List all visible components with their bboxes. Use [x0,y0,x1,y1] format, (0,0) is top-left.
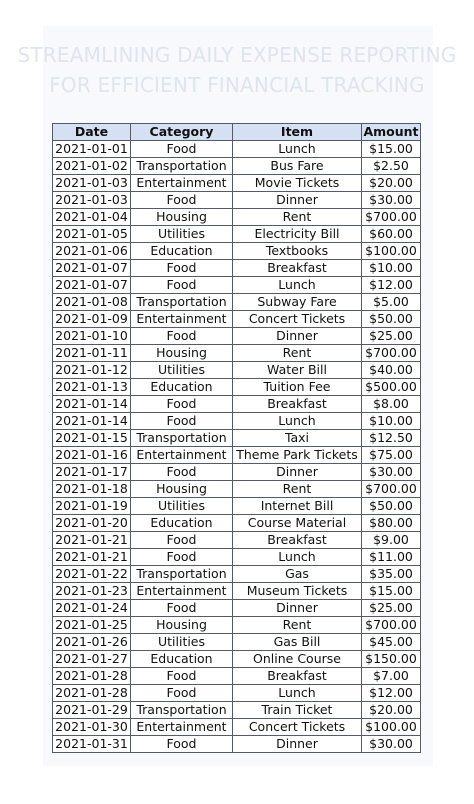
table-row [53,464,421,481]
cell-category: Food [131,668,233,685]
cell-amount: $100.00 [362,243,421,260]
cell-amount: $20.00 [362,702,421,719]
cell-category: Food [131,141,233,158]
cell-category: Food [131,328,233,345]
cell-item: Rent [233,345,362,362]
cell-date: 2021-01-07 [53,260,131,277]
page-title [0,40,474,100]
cell-date: 2021-01-02 [53,158,131,175]
cell-amount: $35.00 [362,566,421,583]
cell-date: 2021-01-28 [53,668,131,685]
cell-item: Rent [233,481,362,498]
cell-category: Food [131,600,233,617]
table-header-row [53,124,421,141]
cell-item: Textbooks [233,243,362,260]
cell-date: 2021-01-03 [53,175,131,192]
cell-item: Gas Bill [233,634,362,651]
cell-date: 2021-01-27 [53,651,131,668]
cell-amount: $9.00 [362,532,421,549]
cell-item: Gas [233,566,362,583]
cell-item: Theme Park Tickets [233,447,362,464]
table-row [53,396,421,413]
cell-category: Utilities [131,634,233,651]
table-body [53,141,421,753]
cell-amount: $11.00 [362,549,421,566]
cell-category: Food [131,260,233,277]
cell-date: 2021-01-26 [53,634,131,651]
cell-category: Education [131,379,233,396]
cell-amount: $2.50 [362,158,421,175]
cell-item: Lunch [233,141,362,158]
cell-amount: $500.00 [362,379,421,396]
table-row [53,362,421,379]
cell-category: Utilities [131,226,233,243]
expense-table [52,123,421,753]
cell-amount: $700.00 [362,617,421,634]
cell-category: Transportation [131,294,233,311]
cell-date: 2021-01-15 [53,430,131,447]
cell-date: 2021-01-04 [53,209,131,226]
cell-date: 2021-01-14 [53,413,131,430]
header-amount: Amount [363,124,419,139]
table-row [53,328,421,345]
table-row [53,209,421,226]
cell-amount: $10.00 [362,260,421,277]
cell-item: Museum Tickets [233,583,362,600]
cell-category: Education [131,243,233,260]
cell-category: Food [131,277,233,294]
cell-date: 2021-01-07 [53,277,131,294]
cell-item: Dinner [233,192,362,209]
cell-item: Water Bill [233,362,362,379]
cell-category: Utilities [131,498,233,515]
cell-item: Concert Tickets [233,719,362,736]
cell-item: Breakfast [233,532,362,549]
cell-amount: $30.00 [362,464,421,481]
cell-date: 2021-01-29 [53,702,131,719]
table-row [53,277,421,294]
cell-amount: $15.00 [362,141,421,158]
cell-amount: $30.00 [362,736,421,753]
cell-amount: $700.00 [362,481,421,498]
table-row [53,651,421,668]
cell-category: Food [131,192,233,209]
cell-item: Lunch [233,413,362,430]
cell-amount: $15.00 [362,583,421,600]
cell-date: 2021-01-12 [53,362,131,379]
cell-date: 2021-01-05 [53,226,131,243]
cell-category: Education [131,515,233,532]
cell-item: Breakfast [233,396,362,413]
cell-date: 2021-01-19 [53,498,131,515]
cell-item: Breakfast [233,260,362,277]
cell-date: 2021-01-21 [53,532,131,549]
cell-category: Housing [131,617,233,634]
cell-item: Dinner [233,464,362,481]
table-row [53,634,421,651]
cell-item: Rent [233,209,362,226]
cell-item: Online Course [233,651,362,668]
cell-amount: $700.00 [362,345,421,362]
cell-category: Utilities [131,362,233,379]
table-row [53,141,421,158]
table-row [53,498,421,515]
cell-category: Food [131,736,233,753]
table-row [53,379,421,396]
cell-category: Food [131,413,233,430]
cell-date: 2021-01-31 [53,736,131,753]
cell-amount: $20.00 [362,175,421,192]
cell-item: Internet Bill [233,498,362,515]
cell-item: Rent [233,617,362,634]
cell-category: Education [131,651,233,668]
cell-category: Housing [131,481,233,498]
table-row [53,702,421,719]
cell-amount: $50.00 [362,498,421,515]
table-row [53,243,421,260]
cell-amount: $700.00 [362,209,421,226]
cell-date: 2021-01-30 [53,719,131,736]
cell-amount: $75.00 [362,447,421,464]
cell-date: 2021-01-28 [53,685,131,702]
cell-item: Lunch [233,685,362,702]
cell-category: Food [131,549,233,566]
cell-item: Lunch [233,277,362,294]
cell-amount: $12.00 [362,685,421,702]
cell-item: Taxi [233,430,362,447]
cell-date: 2021-01-20 [53,515,131,532]
header-date: Date [53,124,131,141]
table-row [53,566,421,583]
cell-category: Housing [131,209,233,226]
cell-amount: $80.00 [362,515,421,532]
table-row [53,294,421,311]
cell-category: Entertainment [131,583,233,600]
header-category: Category [131,124,233,141]
cell-amount: $150.00 [362,651,421,668]
table-row [53,736,421,753]
title-line-2: FOR EFFICIENT FINANCIAL TRACKING [49,73,425,97]
cell-date: 2021-01-17 [53,464,131,481]
cell-date: 2021-01-09 [53,311,131,328]
table-row [53,685,421,702]
cell-date: 2021-01-25 [53,617,131,634]
title-line-1: STREAMLINING DAILY EXPENSE REPORTING [17,43,457,67]
cell-category: Transportation [131,430,233,447]
table-row [53,447,421,464]
cell-amount: $25.00 [362,328,421,345]
cell-date: 2021-01-01 [53,141,131,158]
cell-date: 2021-01-10 [53,328,131,345]
cell-date: 2021-01-03 [53,192,131,209]
table-row [53,600,421,617]
cell-date: 2021-01-06 [53,243,131,260]
table-row [53,226,421,243]
cell-amount: $50.00 [362,311,421,328]
table-row [53,583,421,600]
cell-date: 2021-01-18 [53,481,131,498]
cell-amount: $5.00 [362,294,421,311]
cell-category: Food [131,464,233,481]
cell-category: Transportation [131,566,233,583]
cell-date: 2021-01-11 [53,345,131,362]
table-row [53,260,421,277]
cell-category: Food [131,685,233,702]
cell-item: Dinner [233,600,362,617]
table-row [53,192,421,209]
cell-item: Dinner [233,736,362,753]
table-row [53,413,421,430]
cell-date: 2021-01-21 [53,549,131,566]
cell-item: Tuition Fee [233,379,362,396]
table-row [53,158,421,175]
table-row [53,719,421,736]
cell-amount: $45.00 [362,634,421,651]
table-row [53,668,421,685]
cell-item: Dinner [233,328,362,345]
cell-amount: $8.00 [362,396,421,413]
cell-amount: $60.00 [362,226,421,243]
cell-item: Train Ticket [233,702,362,719]
table-row [53,345,421,362]
cell-amount: $25.00 [362,600,421,617]
cell-date: 2021-01-13 [53,379,131,396]
table-row [53,532,421,549]
cell-date: 2021-01-24 [53,600,131,617]
table-row [53,617,421,634]
cell-category: Entertainment [131,175,233,192]
cell-item: Concert Tickets [233,311,362,328]
cell-amount: $40.00 [362,362,421,379]
table-row [53,175,421,192]
table-row [53,481,421,498]
header-item: Item [233,124,362,141]
cell-category: Entertainment [131,311,233,328]
cell-item: Electricity Bill [233,226,362,243]
table-row [53,430,421,447]
cell-item: Lunch [233,549,362,566]
cell-category: Housing [131,345,233,362]
cell-item: Breakfast [233,668,362,685]
cell-amount: $12.00 [362,277,421,294]
cell-amount: $12.50 [362,430,421,447]
cell-category: Entertainment [131,719,233,736]
cell-date: 2021-01-14 [53,396,131,413]
cell-category: Food [131,532,233,549]
cell-amount: $10.00 [362,413,421,430]
cell-item: Bus Fare [233,158,362,175]
cell-amount: $100.00 [362,719,421,736]
cell-category: Transportation [131,158,233,175]
cell-amount: $30.00 [362,192,421,209]
cell-date: 2021-01-16 [53,447,131,464]
table-row [53,549,421,566]
cell-item: Movie Tickets [233,175,362,192]
cell-category: Entertainment [131,447,233,464]
table-row [53,515,421,532]
cell-category: Transportation [131,702,233,719]
cell-amount: $7.00 [362,668,421,685]
cell-date: 2021-01-08 [53,294,131,311]
cell-category: Food [131,396,233,413]
cell-date: 2021-01-23 [53,583,131,600]
cell-item: Course Material [233,515,362,532]
table-row [53,311,421,328]
cell-date: 2021-01-22 [53,566,131,583]
cell-item: Subway Fare [233,294,362,311]
